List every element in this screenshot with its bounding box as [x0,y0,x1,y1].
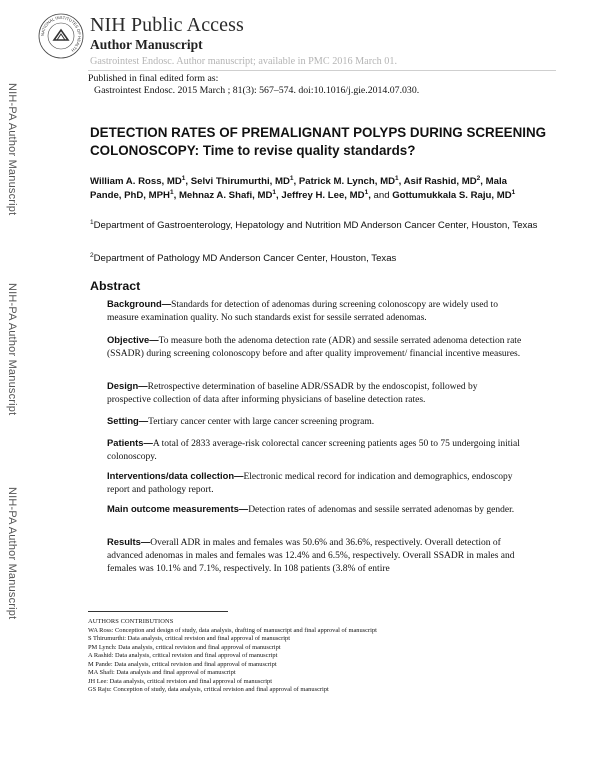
author-manuscript-label: Author Manuscript [90,37,203,52]
contribution-line: GS Raju: Conception of study, data analysis, critical revision and final approval of manuscript [88,686,329,693]
abstract-results: Results—Overall ADR in males and females was 50.6% and 36.6%, respectively. Overall detection of advanced adenomas in males and females was 12.4% and 6.5%, respectively. Overall SSADR in males and females was 10.1% and 7.1%, respectively. In 108 patients (3.8% of entire [107,536,515,575]
abstract-patients: Patients—A total of 2833 average-risk colorectal cancer screening patients ages 50 to 75 undergoing initial colonoscopy. [107,437,520,463]
abstract-heading: Abstract [90,279,141,293]
affiliation-1: $^1$Department of Gastroenterology, Hepatology and Nutrition MD Anderson Cancer Center, Houston, Texas [90,219,538,231]
abstract-interventions: Interventions/data collection—Electronic medical record for indication and demographics, endoscopy report and pathology report. [107,470,513,496]
author: Asif Rashid, $MD^2$ [403,175,481,187]
contribution-line: WA Ross: Conception and design of study, data analysis, drafting of manuscript and final approval of manuscript [88,626,377,634]
contribution-line: PM Lynch: Data analysis, critical revision and final approval of manuscript [88,643,281,651]
contribution-line: S Thirumurthi: Data analysis, critical revision and final approval of manuscript [88,635,291,642]
author: Gottumukkala S. Raju, $MD^1$ [392,189,516,201]
nih-seal-logo [38,13,84,59]
journal-availability-line: Gastrointest Endosc. Author manuscript; available in PMC 2016 March 01. [90,56,397,67]
svg-text:NATIONAL INSTITUTES OF HEALTH: NATIONAL INSTITUTES OF HEALTH [39,14,83,53]
publication-info [88,73,419,97]
author: Mala Pande, PhD, MPH$^1$ [90,176,507,201]
author: Patrick M. Lynch, $MD^1$ [298,175,399,187]
contribution-line: MA Shafi: Data analysis and final approval of manuscript [88,669,236,676]
contribution-line: A Rashid: Data analysis, critical revision and final approval of manuscript [88,652,278,659]
side-watermark-bottom: NIH-PA Author Manuscript [6,487,18,620]
header-branding [90,14,397,69]
header-divider [88,70,556,71]
contribution-line: M Pande: Data analysis, critical revision and final approval of manuscript [88,660,277,668]
abstract-setting: Setting—Tertiary cancer center with large cancer screening program. [107,415,375,427]
nih-public-access-title: NIH Public Access [90,14,244,36]
citation-line: Gastrointest Endosc. 2015 March ; 81(3): 567–574. doi:10.1016/j.gie.2014.07.030. [94,85,420,96]
abstract-main-outcome: Main outcome measurements—Detection rates of adenomas and sessile serrated adenomas by gender. [107,503,515,515]
published-form-label: Published in final edited form as: [88,73,219,84]
author-list: William A. Ross, $MD^1$, Selvi Thirumurthi, $MD^1$, Patrick M. Lynch, $MD^1$, Asif Rashid, $MD^2$, Mala Pande, PhD, MPH$^1$, Mehnaz A. Shafi, $MD^1$, Jeffrey H. Lee, $MD^1$, and Gottumukkala S. Raju, $MD^1$ [90,175,516,201]
abstract-background: Background—Standards for detection of adenomas during screening colonoscopy are widely used to measure examination quality. No such standards exist for sessile serrated adenomas. [107,298,498,324]
side-watermark-top: NIH-PA Author Manuscript [6,83,18,216]
abstract-design: Design—Retrospective determination of baseline ADR/SSADR by the endoscopist, followed by prospective collection of data after informing physicians of baseline detection rates. [107,380,478,406]
side-watermark-middle: NIH-PA Author Manuscript [6,283,18,416]
author: Selvi Thirumurthi, $MD^1$ [190,175,294,187]
contributions-heading: AUTHORS CONTRIBUTIONS [88,618,174,625]
author-contributions [88,618,548,695]
footnote-divider [88,611,228,612]
article-title: DETECTION RATES OF PREMALIGNANT POLYPS DURING SCREENING COLONOSCOPY: Time to revise quality standards? [90,125,547,158]
abstract-objective: Objective—To measure both the adenoma detection rate (ADR) and sessile serrated adenoma detection rate (SSADR) during screening colonoscopy before and after quality improvement/ financial incentive measures. [107,334,522,360]
author: William A. Ross, $MD^1$ [90,175,186,187]
author: Jeffrey H. Lee, $MD^1$ [281,189,369,201]
author: Mehnaz A. Shafi, $MD^1$ [178,189,277,201]
contribution-line: JH Lee: Data analysis, critical revision and final approval of manuscript [88,677,273,685]
affiliation-2: $^2$Department of Pathology MD Anderson Cancer Center, Houston, Texas [90,252,397,264]
